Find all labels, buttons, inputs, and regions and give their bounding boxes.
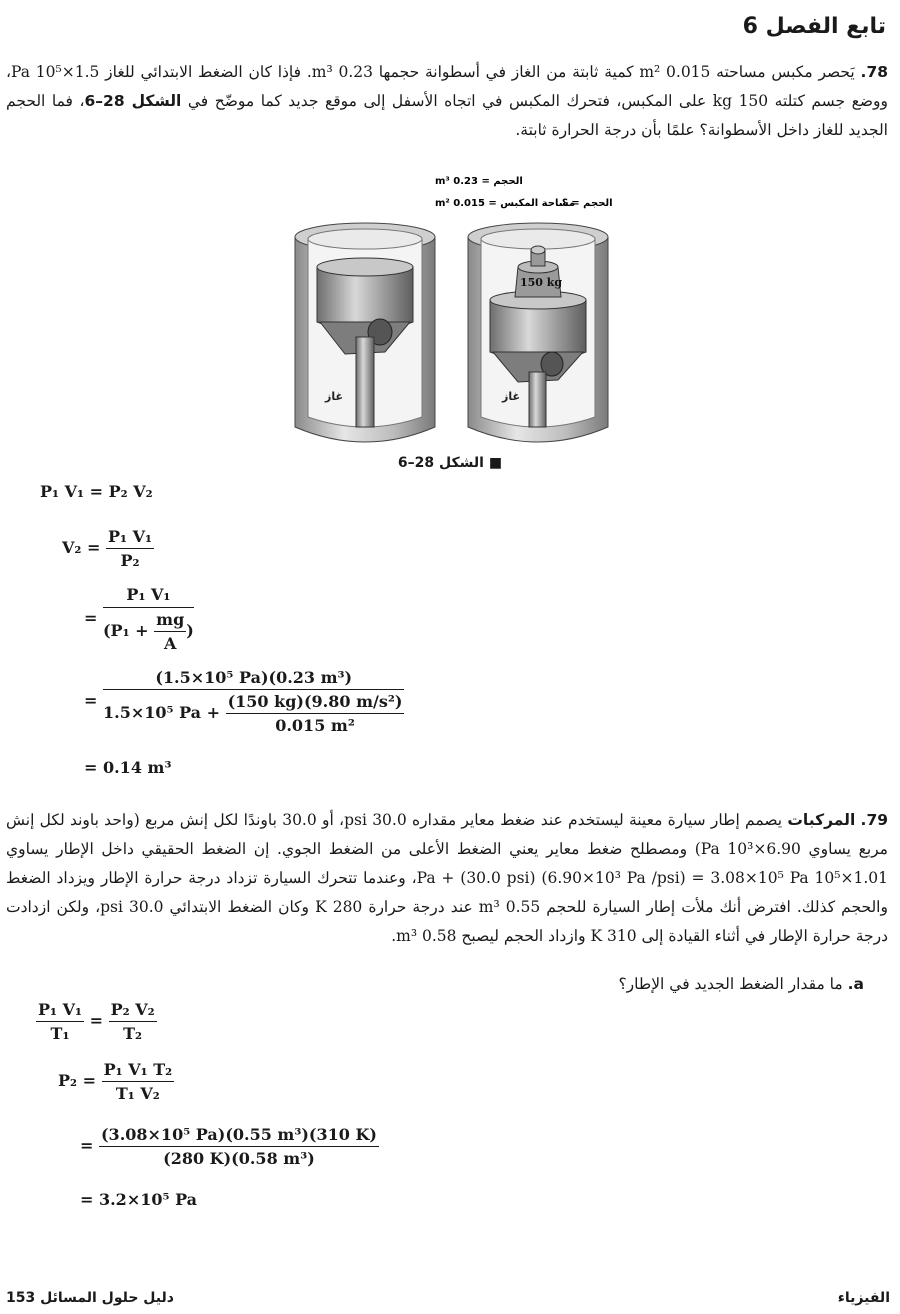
problem-text: يصمم إطار سيارة معينة ليستخدم عند ضغط معاير مقداره 30.0 psi، أو 30.0 باوندًا لكل إنش مربع (واحد باوند لكل إنش مربع يساوي 6.90×10³ Pa) ومصطلح ضغط معاير يعني الضغط الأعلى من الضغط الجوي. إن الضغط الحقيقي داخل الإطار يساوي 1.01×10⁵ Pa + (30.0 psi) (6.90×10³ Pa /psi) = 3.08×10⁵ Pa، وعندما تتحرك السيارة تزداد درجة حرارة الإطار ويزداد الضغط والحجم كذلك. افترض أنك ملأت إطار السيارة للحجم 0.55 m³ عند درجة حرارة 280 K وكان الضغط الابتدائي 30.0 psi، ولكن ازدادت درجة حرارة الإطار في أثناء القيادة إلى 310 K وازداد الحجم ليصبح 0.58 m³. (6, 811, 888, 945)
equation-p2-rearranged (58, 1060, 174, 1103)
fraction (109, 1000, 157, 1043)
fraction (106, 527, 154, 570)
part-text: ما مقدار الضغط الجديد في الإطار؟ (618, 975, 843, 993)
right-cylinder (468, 223, 608, 442)
guide-title: دليل حلول المسائل (40, 1290, 174, 1306)
piston-cylinder-illustration (290, 172, 620, 447)
equation-lhs: V₂ = (62, 538, 101, 557)
problem-text-continued: ، فما الحجم الجديد للغاز داخل الأسطوانة؟ علمًا بأن درجة الحرارة ثابتة. (6, 92, 888, 139)
left-volume-label: الحجم = 0.23 m³ (435, 176, 523, 187)
equation-lhs: P₂ = (58, 1071, 97, 1090)
piston-area-label: مساحة المكبس = 0.015 m² (435, 198, 576, 209)
page-number: 153 (6, 1290, 36, 1306)
result-79a: = 3.2×10⁵ Pa (80, 1190, 198, 1209)
equation-p2-numeric (80, 1125, 379, 1168)
denominator (103, 690, 404, 735)
problem-78 (6, 58, 888, 145)
result-78: = 0.14 m³ (84, 758, 172, 777)
inner-numerator: mg (154, 610, 186, 632)
equals-sign: = (80, 1136, 94, 1155)
inner-denominator: 0.015 m² (275, 716, 355, 735)
fraction (102, 1060, 175, 1103)
numerator: P₁ V₁ (103, 585, 194, 608)
right-volume-label: الحجم = ؟ (562, 198, 613, 209)
equation-v2-substituted-pressure (84, 585, 194, 653)
denominator-prefix: (P₁ + (102, 621, 149, 640)
denominator: T₁ (50, 1024, 70, 1043)
equals-sign: = (84, 691, 98, 710)
numerator: (1.5×10⁵ Pa)(0.23 m³) (103, 668, 404, 690)
numerator: P₂ V₂ (109, 1000, 157, 1022)
part-label: a. (847, 975, 864, 993)
problem-number: 79. (860, 811, 889, 829)
inner-fraction (226, 692, 405, 735)
footer-guide (6, 1290, 174, 1306)
equation-v2-rearranged (62, 527, 154, 570)
problem-heading: المركبات (787, 811, 856, 829)
gas-label-right: غاز (502, 390, 520, 403)
piston-cylinder-figure (290, 172, 620, 447)
numerator: P₁ V₁ (36, 1000, 84, 1022)
problem-79 (6, 806, 888, 951)
problem-text: يَحصر مكبس مساحته 0.015 m² كمية ثابتة من الغاز في أسطوانة حجمها 0.23 m³. فإذا كان الضغط الابتدائي للغاز 1.5×10⁵ Pa، ووضع جسم كتلته 150 kg على المكبس، فتحرك المكبس في اتجاه الأسفل إلى موقع جديد كما موضّح في (6, 63, 888, 110)
inner-denominator: A (164, 634, 177, 653)
fraction (103, 585, 194, 653)
denominator: T₁ V₂ (115, 1084, 160, 1103)
numerator: P₁ V₁ T₂ (102, 1060, 175, 1082)
figure-reference: الشكل 28–6 (84, 92, 182, 110)
numerator: P₁ V₁ (106, 527, 154, 549)
denominator: T₂ (123, 1024, 143, 1043)
equals-sign: = (89, 1011, 104, 1030)
denominator (103, 608, 194, 653)
footer-subject: الفيزياء (837, 1290, 890, 1306)
denominator: P₂ (120, 551, 140, 570)
inner-fraction (154, 610, 186, 653)
numerator: (3.08×10⁵ Pa)(0.55 m³)(310 K) (99, 1125, 379, 1147)
chapter-title: تابع الفصل 6 (742, 14, 886, 39)
close-paren: ) (186, 621, 194, 640)
fraction (99, 1125, 379, 1168)
mass-label: 150 kg (520, 276, 563, 289)
left-cylinder (295, 223, 435, 442)
equals-sign: = (84, 608, 98, 628)
denominator: (280 K)(0.58 m³) (163, 1149, 315, 1168)
fraction (103, 668, 404, 735)
denominator-prefix: 1.5×10⁵ Pa + (102, 703, 221, 722)
equation-boyle: P₁ V₁ = P₂ V₂ (40, 482, 153, 501)
problem-number: 78. (860, 63, 889, 81)
inner-numerator: (150 kg)(9.80 m/s²) (226, 692, 405, 714)
part-a-question (618, 975, 864, 993)
equation-v2-numeric (84, 668, 404, 735)
gas-label-left: غاز (325, 390, 343, 403)
fraction (36, 1000, 84, 1043)
equation-combined-gas-law (36, 1000, 157, 1043)
figure-caption: ■ الشكل 28–6 (397, 455, 503, 471)
